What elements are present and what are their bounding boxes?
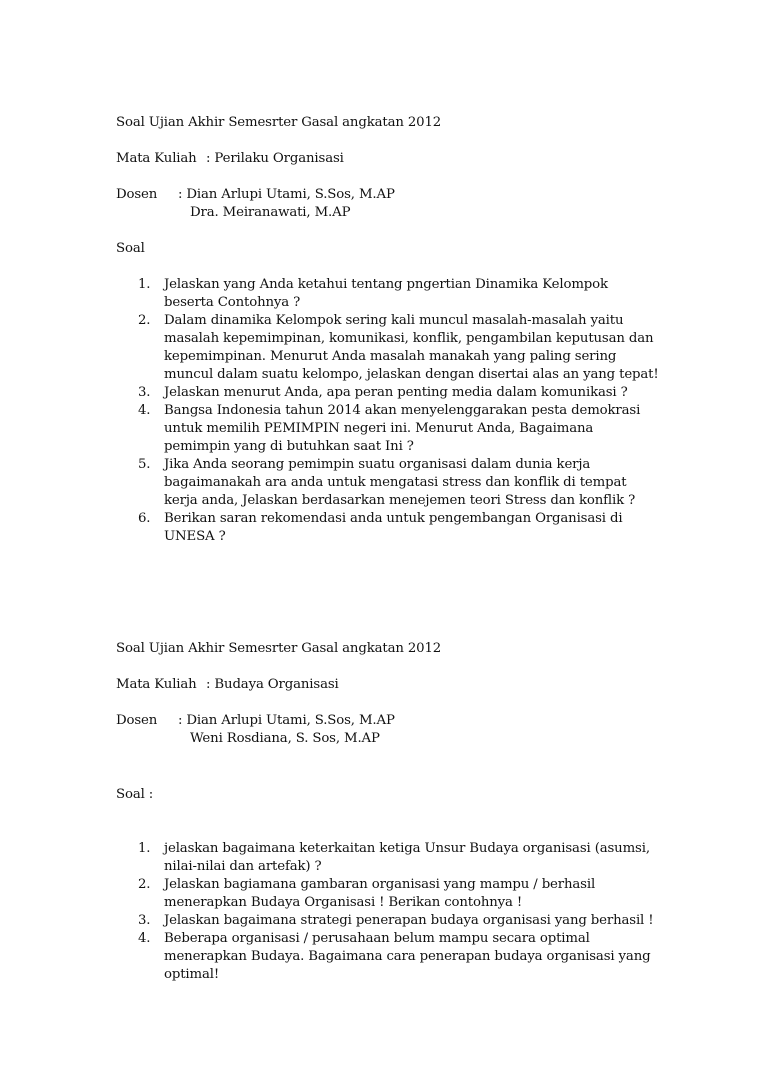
question-number: 4. [138, 931, 151, 946]
lecturer-label: Dosen [116, 187, 158, 202]
lecturer-name-2: Weni Rosdiana, S. Sos, M.AP [190, 731, 380, 746]
question-list [116, 840, 676, 984]
question-item [116, 402, 676, 456]
course-line [116, 676, 339, 694]
question-item [116, 876, 676, 912]
lecturer-name-1: : Dian Arlupi Utami, S.Sos, M.AP [178, 713, 395, 728]
lecturer-line [116, 186, 395, 204]
lecturer-name-1: : Dian Arlupi Utami, S.Sos, M.AP [178, 187, 395, 202]
question-number: 6. [138, 511, 151, 526]
question-list [116, 276, 676, 546]
course-line [116, 150, 344, 168]
question-text: jelaskan bagaimana keterkaitan ketiga Unsur Budaya organisasi (asumsi, nilai-nilai dan artefak) ? [164, 841, 650, 874]
question-text: Dalam dinamika Kelompok sering kali muncul masalah-masalah yaitu masalah kepemimpinan, komunikasi, konflik, pengambilan keputusan dan kepemimpinan. Menurut Anda masalah manakah yang paling sering muncul dalam suatu kelompo, jelaskan dengan disertai alas an yang tepat! [164, 313, 659, 382]
question-item [116, 456, 676, 510]
lecturer-line [116, 712, 395, 730]
question-item [116, 510, 676, 546]
question-number: 5. [138, 457, 151, 472]
question-text: Jelaskan yang Anda ketahui tentang pngertian Dinamika Kelompok beserta Contohnya ? [164, 277, 608, 310]
question-number: 3. [138, 913, 151, 928]
course-value: : Budaya Organisasi [206, 677, 339, 692]
question-text: Beberapa organisasi / perusahaan belum mampu secara optimal menerapkan Budaya. Bagaimana cara penerapan budaya organisasi yang optimal! [164, 931, 651, 982]
lecturer-name-2: Dra. Meiranawati, M.AP [190, 205, 351, 220]
question-text: Jika Anda seorang pemimpin suatu organisasi dalam dunia kerja bagaimanakah ara anda untuk mengatasi stress dan konflik di tempat kerja anda, Jelaskan berdasarkan menejemen teori Stress dan konflik ? [164, 457, 636, 508]
question-number: 2. [138, 313, 151, 328]
question-item [116, 930, 676, 984]
question-number: 4. [138, 403, 151, 418]
question-item [116, 384, 676, 402]
question-item [116, 276, 676, 312]
question-item [116, 912, 676, 930]
questions-heading: Soal [116, 241, 145, 256]
question-item [116, 840, 676, 876]
question-item [116, 312, 676, 384]
course-value: : Perilaku Organisasi [206, 151, 344, 166]
question-text: Jelaskan menurut Anda, apa peran penting media dalam komunikasi ? [164, 385, 628, 400]
question-text: Jelaskan bagiamana gambaran organisasi yang mampu / berhasil menerapkan Budaya Organisasi ! Berikan contohnya ! [164, 877, 596, 910]
course-label: Mata Kuliah [116, 677, 197, 692]
course-label: Mata Kuliah [116, 151, 197, 166]
question-text: Bangsa Indonesia tahun 2014 akan menyelenggarakan pesta demokrasi untuk memilih PEMIMPIN negeri ini. Menurut Anda, Bagaimana pemimpin yang di butuhkan saat Ini ? [164, 403, 641, 454]
lecturer-label: Dosen [116, 713, 158, 728]
question-number: 1. [138, 277, 151, 292]
question-text: Jelaskan bagaimana strategi penerapan budaya organisasi yang berhasil ! [164, 913, 654, 928]
question-number: 2. [138, 877, 151, 892]
question-number: 3. [138, 385, 151, 400]
section-header: Soal Ujian Akhir Semesrter Gasal angkatan 2012 [116, 641, 442, 656]
question-number: 1. [138, 841, 151, 856]
section-header: Soal Ujian Akhir Semesrter Gasal angkatan 2012 [116, 115, 442, 130]
questions-heading: Soal : [116, 787, 154, 802]
question-text: Berikan saran rekomendasi anda untuk pengembangan Organisasi di UNESA ? [164, 511, 623, 544]
